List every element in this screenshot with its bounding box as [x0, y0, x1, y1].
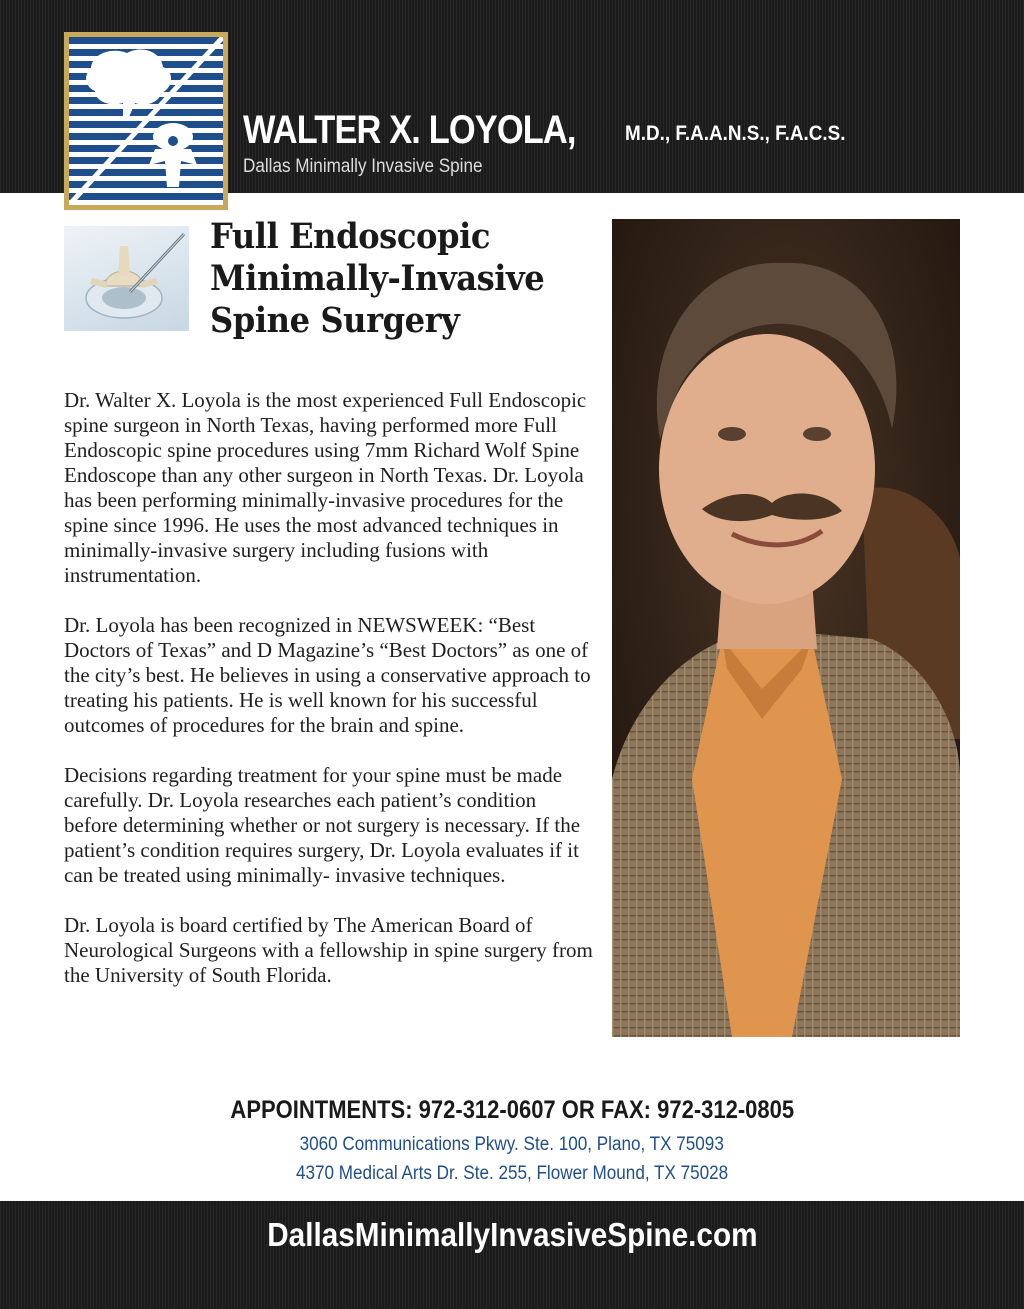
body-paragraph-certification: Dr. Loyola is board certified by The American Board of Neurological Surgeons with a fellowship in spine surgery from the University of South Florida. [64, 913, 593, 987]
headline [210, 216, 610, 342]
body-paragraph-experience: Dr. Walter X. Loyola is the most experienced Full Endoscopic spine surgeon in North Texas, having performed more Full Endoscopic spine procedures using 7mm Richard Wolf Spine Endoscope than any other surgeon in North Texas. Dr. Loyola has been performing minimally-invasive procedures for the spine since 1996. He uses the most advanced techniques in minimally-invasive surgery including fusions with instrumentation. [64, 388, 587, 587]
website-url [0, 1216, 1024, 1254]
doctor-portrait-photo [612, 219, 960, 1037]
address-flower-mound [0, 1163, 1024, 1185]
address-flower-mound-text: 4370 Medical Arts Dr. Ste. 255, Flower Mound, TX 75028 [295, 1163, 729, 1184]
practice-name: Dallas Minimally Invasive Spine [243, 156, 483, 177]
doctor-name-text: WALTER X. LOYOLA, [243, 108, 576, 152]
doctor-name [243, 108, 846, 153]
body-paragraph-decisions: Decisions regarding treatment for your spine must be made carefully. Dr. Loyola researches each patient’s condition before determining whether or not surgery is necessary. If the patient’s condition requires surgery, Dr. Loyola evaluates if it can be treated using minimally- invasive techniques. [64, 763, 581, 887]
appointments-line [0, 1096, 1024, 1125]
brain-spine-logo-icon [69, 37, 223, 205]
headline-line-3: Spine Surgery [210, 300, 460, 341]
spine-endoscope-illustration [64, 226, 189, 331]
headline-line-1: Full Endoscopic [210, 216, 490, 257]
practice-logo [64, 32, 228, 210]
headline-line-2: Minimally-Invasive [210, 258, 545, 299]
address-plano [0, 1134, 1024, 1156]
appointments-text: APPOINTMENTS: 972-312-0607 OR FAX: 972-312-0805 [230, 1096, 794, 1124]
address-plano-text: 3060 Communications Pkwy. Ste. 100, Plano, TX 75093 [299, 1134, 725, 1155]
website-url-text: DallasMinimallyInvasiveSpine.com [266, 1216, 758, 1253]
body-paragraph-recognition: Dr. Loyola has been recognized in NEWSWEEK: “Best Doctors of Texas” and D Magazine’s “Best Doctors” as one of the city’s best. He believes in using a conservative approach to treating his patients. He is well known for his successful outcomes of procedures for the brain and spine. [64, 613, 591, 737]
body-text [64, 388, 594, 1013]
doctor-credentials: M.D., F.A.A.N.S., F.A.C.S. [625, 122, 846, 145]
